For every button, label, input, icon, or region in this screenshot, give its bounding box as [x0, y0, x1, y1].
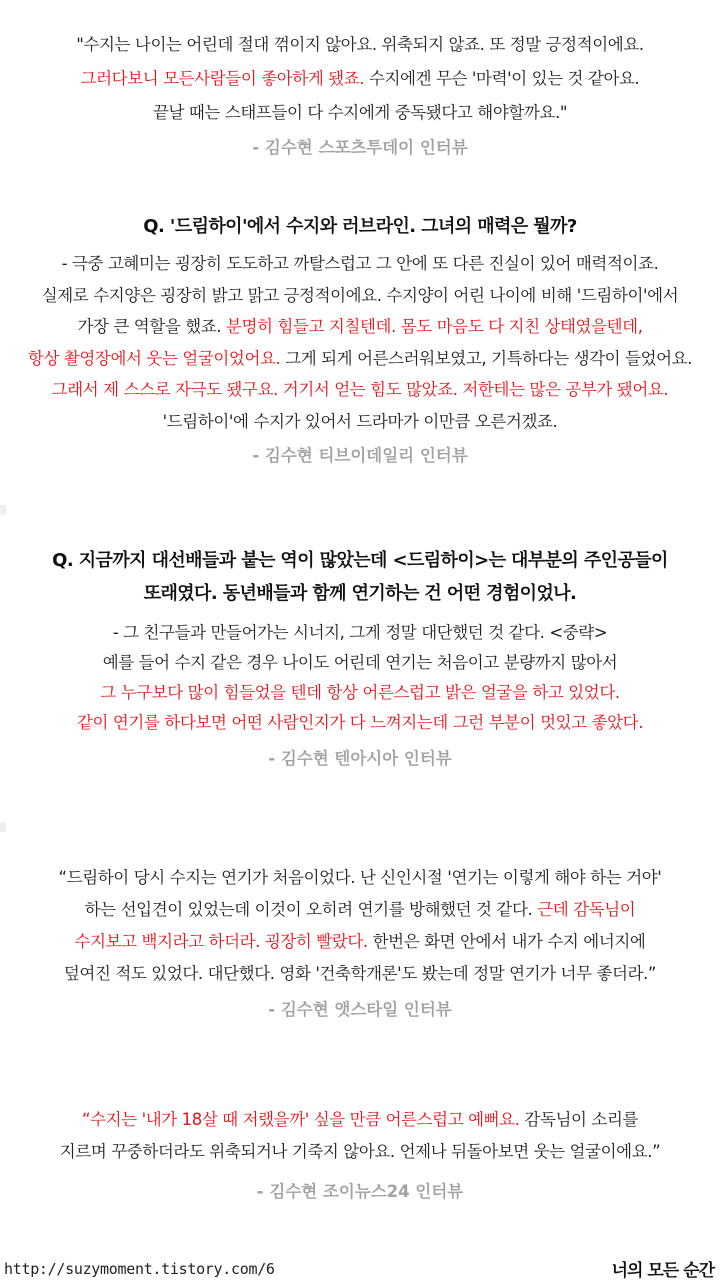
interview-answer — [0, 248, 720, 437]
interview-question: Q. '드림하이'에서 수지와 러브라인. 그녀의 매력은 뭘까? — [143, 216, 577, 237]
text-line — [0, 406, 720, 438]
text-segment: 하는 선입견이 있었는데 이것이 오히려 연기를 방해했던 것 같다. — [84, 900, 538, 919]
question-line: Q. 지금까지 대선배들과 붙는 역이 많았는데 <드림하이>는 대부분의 주인공들이 — [52, 550, 668, 571]
text-line — [0, 708, 720, 738]
text-line — [0, 96, 720, 130]
text-line — [0, 926, 720, 958]
text-line — [0, 62, 720, 96]
text-line — [0, 280, 720, 312]
text-line — [0, 374, 720, 406]
text-segment: 수지에겐 무슨 '마력'이 있는 것 같아요. — [364, 69, 640, 88]
divider-mark — [0, 822, 6, 832]
text-segment: "수지는 나이는 어린데 절대 꺾이지 않아요. 위축되지 않죠. 또 정말 긍정적이에요. — [76, 35, 644, 54]
text-segment: 실제로 수지양은 굉장히 밝고 맑고 긍정적이에요. 수지양이 어린 나이에 비해 '드림하이'에서 — [41, 285, 679, 305]
question-line: 또래였다. 동년배들과 함께 연기하는 건 어떤 경험이었나. — [143, 583, 577, 604]
text-segment: - 극중 고혜미는 굉장히 도도하고 까탈스럽고 그 안에 또 다른 진실이 있어 매력적이죠. — [61, 254, 659, 273]
quote-body — [0, 862, 720, 990]
text-segment: 덮여진 적도 있었다. 대단했다. 영화 '건축학개론'도 봤는데 정말 연기가 너무 좋더라.” — [63, 964, 657, 983]
text-line — [0, 958, 720, 990]
text-segment: 감독님이 소리를 — [519, 1110, 639, 1129]
highlighted-text: 그러다보니 모든사람들이 좋아하게 됐죠. — [80, 69, 365, 88]
quote-section-1 — [0, 28, 720, 158]
text-line — [0, 862, 720, 894]
quote-body — [0, 28, 720, 130]
blog-logo: 너의 모든 순간 — [611, 1261, 714, 1281]
text-segment: 그게 되게 어른스러워보였고, 기특하다는 생각이 들었어요. — [280, 348, 693, 368]
text-segment: 끝날 때는 스태프들이 다 수지에게 중독됐다고 해야할까요." — [152, 103, 568, 122]
text-segment: 지르며 꾸중하더라도 위축되거나 기죽지 않아요. 언제나 뒤돌아보면 웃는 얼굴이에요.” — [59, 1142, 661, 1161]
highlighted-text: “수지는 '내가 18살 때 저랬을까' 싶을 만큼 어른스럽고 예뻐요. — [81, 1110, 520, 1129]
text-segment: 예를 들어 수지 같은 경우 나이도 어린데 연기는 처음이고 분량까지 많아서 — [102, 653, 618, 672]
text-line — [0, 311, 720, 343]
text-line — [0, 894, 720, 926]
interview-question — [0, 544, 720, 610]
quote-section-4 — [0, 862, 720, 1020]
text-line — [0, 648, 720, 678]
interview-section-3 — [0, 544, 720, 769]
highlighted-text: 같이 연기를 하다보면 어떤 사람인지가 다 느껴지는데 그런 부분이 멋있고 좋았다. — [76, 713, 644, 732]
interview-section-2 — [0, 212, 720, 466]
quote-body — [0, 1104, 720, 1168]
text-line — [0, 248, 720, 280]
highlighted-text: 그래서 제 스스로 자극도 됐구요. 거기서 얻는 힘도 많았죠. 저한테는 많은 공부가 됐어요. — [51, 380, 669, 399]
highlighted-text: 수지보고 백지라고 하더라. 굉장히 빨랐다. — [74, 932, 368, 951]
text-segment: - 그 친구들과 만들어가는 시너지, 그게 정말 대단했던 것 같다. <중략> — [112, 623, 608, 642]
text-line — [0, 618, 720, 648]
interview-source: - 김수현 텐아시아 인터뷰 — [268, 749, 452, 768]
highlighted-text: 그 누구보다 많이 힘들었을 텐데 항상 어른스럽고 밝은 얼굴을 하고 있었다. — [100, 683, 620, 702]
text-line — [0, 28, 720, 62]
quote-section-5 — [0, 1104, 720, 1202]
divider-mark — [0, 505, 6, 515]
highlighted-text: 근데 감독님이 — [537, 900, 636, 919]
quote-source: - 김수현 스포츠투데이 인터뷰 — [252, 138, 468, 157]
interview-source: - 김수현 티브이데일리 인터뷰 — [252, 446, 468, 465]
quote-source: - 김수현 앳스타일 인터뷰 — [268, 1000, 452, 1019]
source-url[interactable]: http://suzymoment.tistory.com/6 — [4, 1260, 275, 1278]
text-segment: '드림하이'에 수지가 있어서 드라마가 이만큼 오른거겠죠. — [162, 411, 558, 431]
text-line — [0, 1104, 720, 1136]
highlighted-text: 분명히 힘들고 지칠텐데. 몸도 마음도 다 지친 상태였을텐데, — [226, 317, 643, 336]
text-segment: “드림하이 당시 수지는 연기가 처음이었다. 난 신인시절 '연기는 이렇게 해야 하는 거야' — [58, 868, 662, 887]
highlighted-text: 항상 촬영장에서 웃는 얼굴이었어요. — [27, 348, 281, 368]
text-line — [0, 1136, 720, 1168]
text-line — [0, 343, 720, 375]
interview-answer — [0, 618, 720, 738]
text-line — [0, 678, 720, 708]
text-segment: 한번은 화면 안에서 내가 수지 에너지에 — [367, 932, 646, 951]
text-segment: 가장 큰 역할을 했죠. — [77, 317, 226, 336]
quote-source: - 김수현 조이뉴스24 인터뷰 — [256, 1182, 464, 1201]
